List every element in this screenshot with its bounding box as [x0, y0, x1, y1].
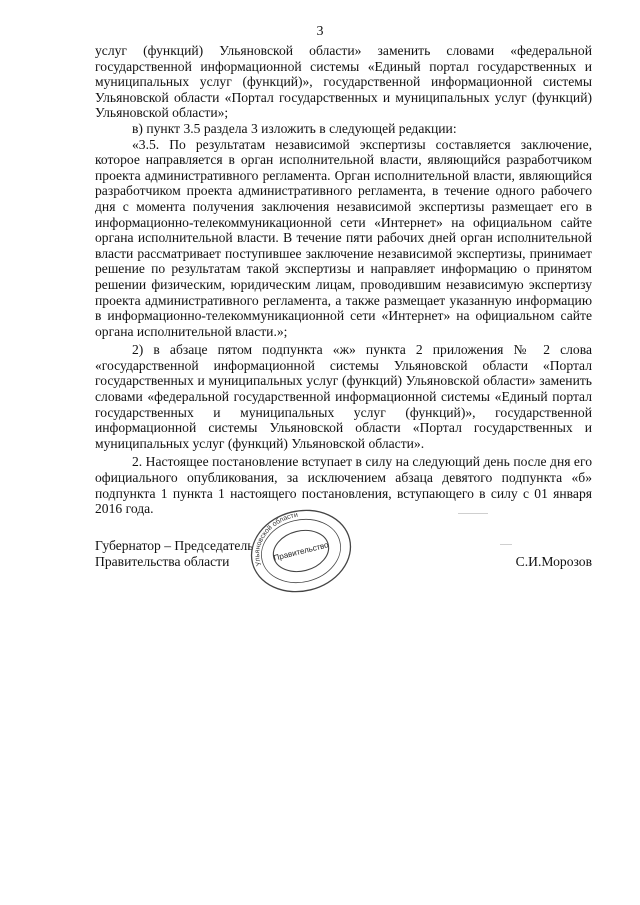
paragraph-item-v: в) пункт 3.5 раздела 3 изложить в следующей редакции:	[132, 120, 457, 136]
signatory-title-line-2: Правительства области	[95, 553, 230, 569]
paragraph-continuation: услуг (функций) Ульяновской области» заменить словами «федеральной государственной информационной системы «Единый портал государственных и муниципальных услуг (функций)», государственной информационной системы Ульяновской области «Портал государственных и муниципальных услуг (функций) Ульяновской области»;	[95, 43, 592, 121]
seal-ring-text: Ульяновской области	[254, 511, 299, 567]
scan-speck	[458, 513, 488, 514]
seal-center-text: Правительство	[272, 540, 330, 563]
paragraph-effective-date: 2. Настоящее постановление вступает в силу на следующий день после дня его официального опубликования, за исключением абзаца девятого подпункта «б» подпункта 1 пункта 1 настоящего постановления, вступающего в силу с 01 января 2016 года.	[95, 454, 592, 517]
official-seal-stamp	[245, 505, 357, 597]
paragraph-quoted-3-5: «3.5. По результатам независимой экспертизы составляется заключение, которое направляется в орган исполнительной власти, являющийся разработчиком проекта административного регламента. Орган исполнительной власти, являющийся разработчиком проекта административного регламента, в течение одного рабочего дня с момента получения заключения независимой экспертизы размещает его в информационно-телекоммуникационной сети «Интернет» на официальном сайте органа исполнительной власти. В течение пяти рабочих дней орган исполнительной власти рассматривает поступившее заключение независимой экспертизы, принимает решение по результатам такой экспертизы и направляет информацию о принятом решении физическим, юридическим лицам, проводившим независимую экспертизу проекта административного регламента, а также размещает указанную информацию в информационно-телекоммуникационной сети «Интернет» на официальном сайте органа исполнительной власти.»;	[95, 136, 592, 339]
signatory-title-line-1: Губернатор – Председатель	[95, 538, 254, 553]
signatory-title	[95, 538, 253, 569]
signatory-name: С.И.Морозов	[515, 554, 592, 569]
page-number: 3	[316, 24, 324, 39]
paragraph-item-2: 2) в абзаце пятом подпункта «ж» пункта 2 приложения № 2 слова «государственной информационной системы Ульяновской области «Портал государственных и муниципальных услуг (функций) Ульяновской области» заменить словами «федеральной государственной информационной системы «Единый портал государственных и муниципальных услуг (функций)», государственной информационной системы Ульяновской области «Портал государственных и муниципальных услуг (функций) Ульяновской области».	[95, 342, 592, 451]
document-body	[95, 43, 592, 517]
